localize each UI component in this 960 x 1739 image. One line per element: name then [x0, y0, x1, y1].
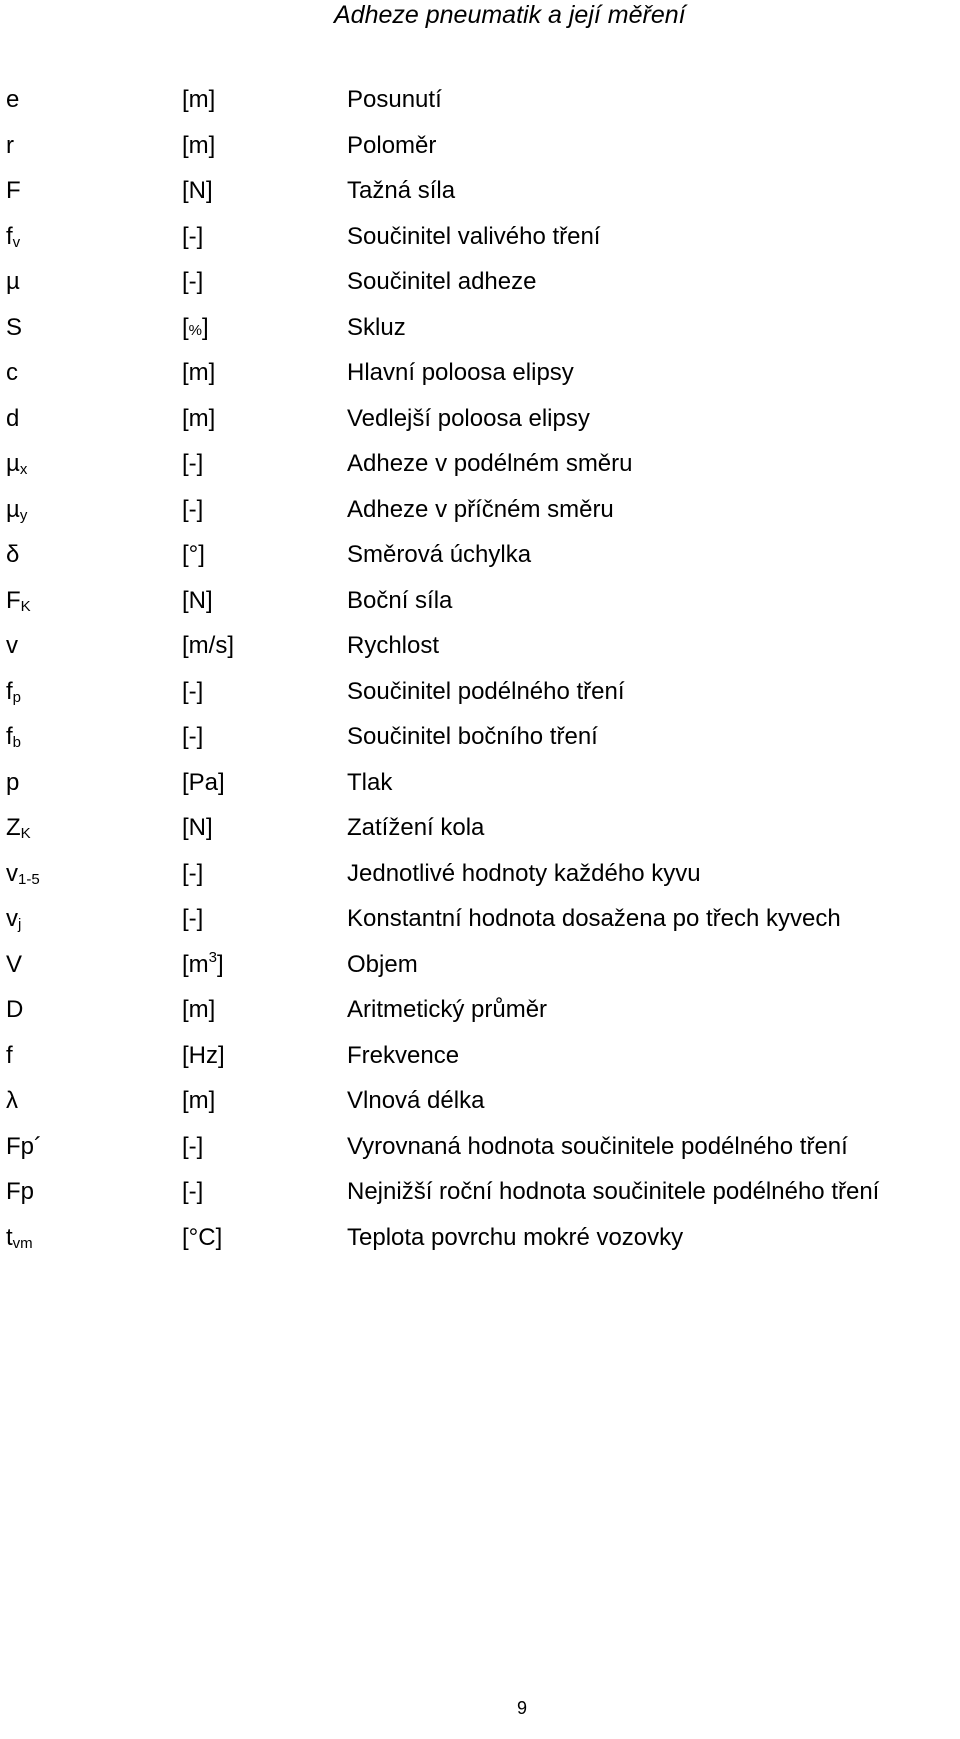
- symbol-cell: [6, 1169, 34, 1215]
- symbol-letter: δ: [6, 541, 20, 568]
- description-cell: Objem: [347, 950, 418, 978]
- unit-text: [m]: [182, 131, 216, 159]
- unit-cell: [182, 77, 215, 123]
- unit-text: [-]: [182, 1132, 204, 1160]
- symbol-cell: [6, 1215, 33, 1261]
- description-cell: Tažná síla: [347, 177, 456, 204]
- description-cell: Frekvence: [347, 1041, 460, 1069]
- symbol-cell: [6, 396, 19, 442]
- unit-text: [-]: [182, 859, 204, 887]
- symbol-row: [6, 305, 956, 351]
- symbol-cell: [6, 669, 21, 715]
- symbol-cell: [6, 1033, 13, 1079]
- symbol-row: [6, 623, 956, 669]
- page-header: Adheze pneumatik a její měření: [334, 1, 686, 29]
- symbol-cell: [6, 1078, 18, 1124]
- unit-text: [°]: [182, 541, 205, 568]
- unit-text: [-]: [182, 268, 204, 295]
- description-cell: Vedlejší poloosa elipsy: [347, 404, 590, 432]
- symbol-letter: e: [6, 86, 20, 113]
- description-cell: Směrová úchylka: [347, 541, 532, 568]
- description-cell: Hlavní poloosa elipsy: [347, 359, 574, 386]
- symbol-letter: F: [6, 586, 21, 614]
- unit-cell: [182, 1078, 215, 1124]
- unit-text: [-]: [182, 723, 204, 750]
- description-cell: Adheze v příčném směru: [347, 495, 614, 523]
- description-cell: Posunutí: [347, 86, 442, 113]
- description-cell: Vyrovnaná hodnota součinitele podélného tření: [347, 1132, 848, 1160]
- unit-cell: [182, 305, 209, 354]
- symbol-letter: µ: [6, 450, 20, 477]
- symbol-cell: [6, 123, 14, 169]
- description-cell: Součinitel adheze: [347, 268, 537, 295]
- symbol-subscript: 1-5: [18, 870, 40, 888]
- symbol-row: [6, 532, 956, 578]
- symbol-letter: Fp´: [6, 1132, 42, 1160]
- symbol-letter: p: [6, 768, 20, 796]
- unit-text: [m/s]: [182, 632, 234, 659]
- unit-superscript: 3: [208, 948, 218, 966]
- symbol-cell: [6, 1124, 42, 1170]
- unit-cell: [182, 350, 215, 396]
- symbol-letter: Z: [6, 814, 21, 841]
- symbol-cell: [6, 942, 22, 988]
- symbol-row: [6, 1078, 956, 1124]
- description-cell: Boční síla: [347, 586, 453, 614]
- symbol-cell: [6, 168, 21, 214]
- symbol-cell: [6, 441, 27, 487]
- symbol-subscript: p: [12, 688, 22, 706]
- symbol-letter: f: [6, 677, 13, 705]
- symbol-row: [6, 214, 956, 260]
- symbol-cell: [6, 259, 20, 305]
- symbol-row: [6, 1169, 956, 1215]
- unit-cell: [182, 214, 203, 260]
- unit-cell: [182, 1169, 203, 1215]
- unit-text: [N]: [182, 177, 213, 204]
- symbol-cell: [6, 350, 18, 396]
- page-number: 9: [517, 1698, 528, 1718]
- unit-cell: [182, 441, 203, 487]
- unit-cell: [182, 896, 203, 942]
- symbol-row: [6, 760, 956, 806]
- symbol-cell: [6, 578, 31, 624]
- description-cell: Součinitel bočního tření: [347, 723, 598, 750]
- unit-cell: [182, 1124, 203, 1170]
- unit-text: [m]: [182, 996, 216, 1023]
- unit-cell: [182, 669, 203, 715]
- symbol-row: [6, 168, 956, 214]
- symbol-letter: S: [6, 313, 23, 341]
- unit-suffix: ]: [202, 313, 209, 341]
- unit-text: [-]: [182, 495, 204, 523]
- symbol-subscript: j: [18, 916, 22, 933]
- symbol-cell: [6, 851, 40, 897]
- unit-cell: [182, 987, 215, 1033]
- symbol-cell: [6, 805, 31, 851]
- symbol-cell: [6, 987, 23, 1033]
- symbol-subscript: x: [19, 461, 28, 478]
- unit-text: [N]: [182, 814, 213, 841]
- symbol-subscript: b: [12, 734, 22, 751]
- symbol-cell: [6, 714, 21, 760]
- symbol-cell: [6, 760, 19, 806]
- unit-cell: [182, 259, 203, 305]
- unit-cell: [182, 851, 203, 897]
- description-cell: Aritmetický průměr: [347, 996, 548, 1023]
- unit-text: [m]: [182, 86, 216, 113]
- unit-text: [°C]: [182, 1223, 223, 1251]
- symbol-row: [6, 942, 956, 988]
- symbol-subscript: K: [20, 597, 31, 615]
- unit-text: [Hz]: [182, 1041, 225, 1069]
- unit-text: [-]: [182, 677, 204, 705]
- symbol-row: [6, 714, 956, 760]
- unit-cell: [182, 1033, 225, 1079]
- unit-text: [-]: [182, 450, 204, 477]
- unit-cell: [182, 168, 213, 214]
- symbol-letter: v: [6, 632, 18, 659]
- symbol-row: [6, 441, 956, 487]
- symbol-letter: Fp: [6, 1178, 35, 1205]
- symbol-cell: [6, 896, 21, 942]
- symbol-row: [6, 350, 956, 396]
- symbol-row: [6, 578, 956, 624]
- symbol-row: [6, 987, 956, 1033]
- symbol-cell: [6, 214, 20, 260]
- symbol-letter: V: [6, 950, 23, 978]
- symbol-row: [6, 669, 956, 715]
- unit-text: [-]: [182, 222, 204, 250]
- description-cell: Adheze v podélném směru: [347, 450, 633, 477]
- unit-prefix: [: [182, 313, 189, 341]
- symbol-row: [6, 396, 956, 442]
- unit-cell: [182, 760, 225, 806]
- symbol-row: [6, 1215, 956, 1261]
- symbol-cell: [6, 487, 27, 533]
- description-cell: Zatížení kola: [347, 814, 485, 841]
- unit-cell: [182, 487, 203, 533]
- unit-cell: [182, 623, 234, 669]
- symbol-subscript: v: [12, 233, 21, 251]
- symbol-row: [6, 123, 956, 169]
- unit-text: [m]: [182, 359, 216, 386]
- symbol-cell: [6, 305, 22, 351]
- unit-text: [-]: [182, 1178, 204, 1205]
- unit-cell: [182, 532, 205, 578]
- symbol-row: [6, 487, 956, 533]
- symbol-row: [6, 851, 956, 897]
- symbol-row: [6, 1033, 956, 1079]
- unit-text: [m]: [182, 404, 216, 432]
- symbol-list: [6, 77, 956, 1260]
- symbol-cell: [6, 532, 19, 578]
- symbol-cell: [6, 623, 18, 669]
- symbol-row: [6, 77, 956, 123]
- description-cell: Nejnižší roční hodnota součinitele podélného tření: [347, 1178, 880, 1205]
- description-cell: Součinitel podélného tření: [347, 677, 625, 705]
- unit-suffix: ]: [217, 950, 224, 978]
- symbol-subscript: vm: [12, 1234, 33, 1252]
- description-cell: Vlnová délka: [347, 1087, 485, 1114]
- symbol-letter: f: [6, 723, 13, 750]
- symbol-letter: µ: [6, 495, 20, 523]
- unit-text: [N]: [182, 586, 213, 614]
- description-cell: Jednotlivé hodnoty každého kyvu: [347, 859, 701, 887]
- unit-cell: [182, 805, 213, 851]
- symbol-subscript: y: [19, 506, 28, 524]
- description-cell: Tlak: [347, 768, 393, 796]
- unit-prefix: [m: [182, 950, 209, 978]
- description-cell: Rychlost: [347, 632, 440, 659]
- symbol-row: [6, 805, 956, 851]
- symbol-row: [6, 896, 956, 942]
- symbol-letter: λ: [6, 1087, 18, 1114]
- symbol-letter: f: [6, 222, 13, 250]
- unit-cell: [182, 942, 224, 988]
- description-cell: Poloměr: [347, 131, 437, 159]
- symbol-letter: v: [6, 859, 18, 887]
- symbol-row: [6, 259, 956, 305]
- symbol-letter: µ: [6, 268, 20, 295]
- symbol-letter: d: [6, 404, 20, 432]
- symbol-letter: D: [6, 996, 24, 1023]
- symbol-letter: f: [6, 1041, 13, 1069]
- symbol-letter: F: [6, 177, 21, 204]
- symbol-letter: v: [6, 905, 18, 932]
- unit-cell: [182, 714, 203, 760]
- symbol-subscript: K: [20, 825, 31, 842]
- unit-text: [m]: [182, 1087, 216, 1114]
- unit-text: [-]: [182, 905, 204, 932]
- unit-cell: [182, 123, 215, 169]
- symbol-row: [6, 1124, 956, 1170]
- unit-cell: [182, 578, 213, 624]
- description-cell: Konstantní hodnota dosažena po třech kyvech: [347, 905, 841, 932]
- unit-text: [Pa]: [182, 768, 225, 796]
- description-cell: Součinitel valivého tření: [347, 222, 601, 250]
- unit-small: %: [188, 321, 203, 339]
- unit-cell: [182, 1215, 222, 1261]
- description-cell: Teplota povrchu mokré vozovky: [347, 1223, 684, 1251]
- symbol-cell: [6, 77, 19, 123]
- symbol-letter: c: [6, 359, 18, 386]
- symbol-letter: r: [6, 131, 14, 159]
- description-cell: Skluz: [347, 313, 406, 341]
- unit-cell: [182, 396, 215, 442]
- symbol-letter: t: [6, 1223, 13, 1251]
